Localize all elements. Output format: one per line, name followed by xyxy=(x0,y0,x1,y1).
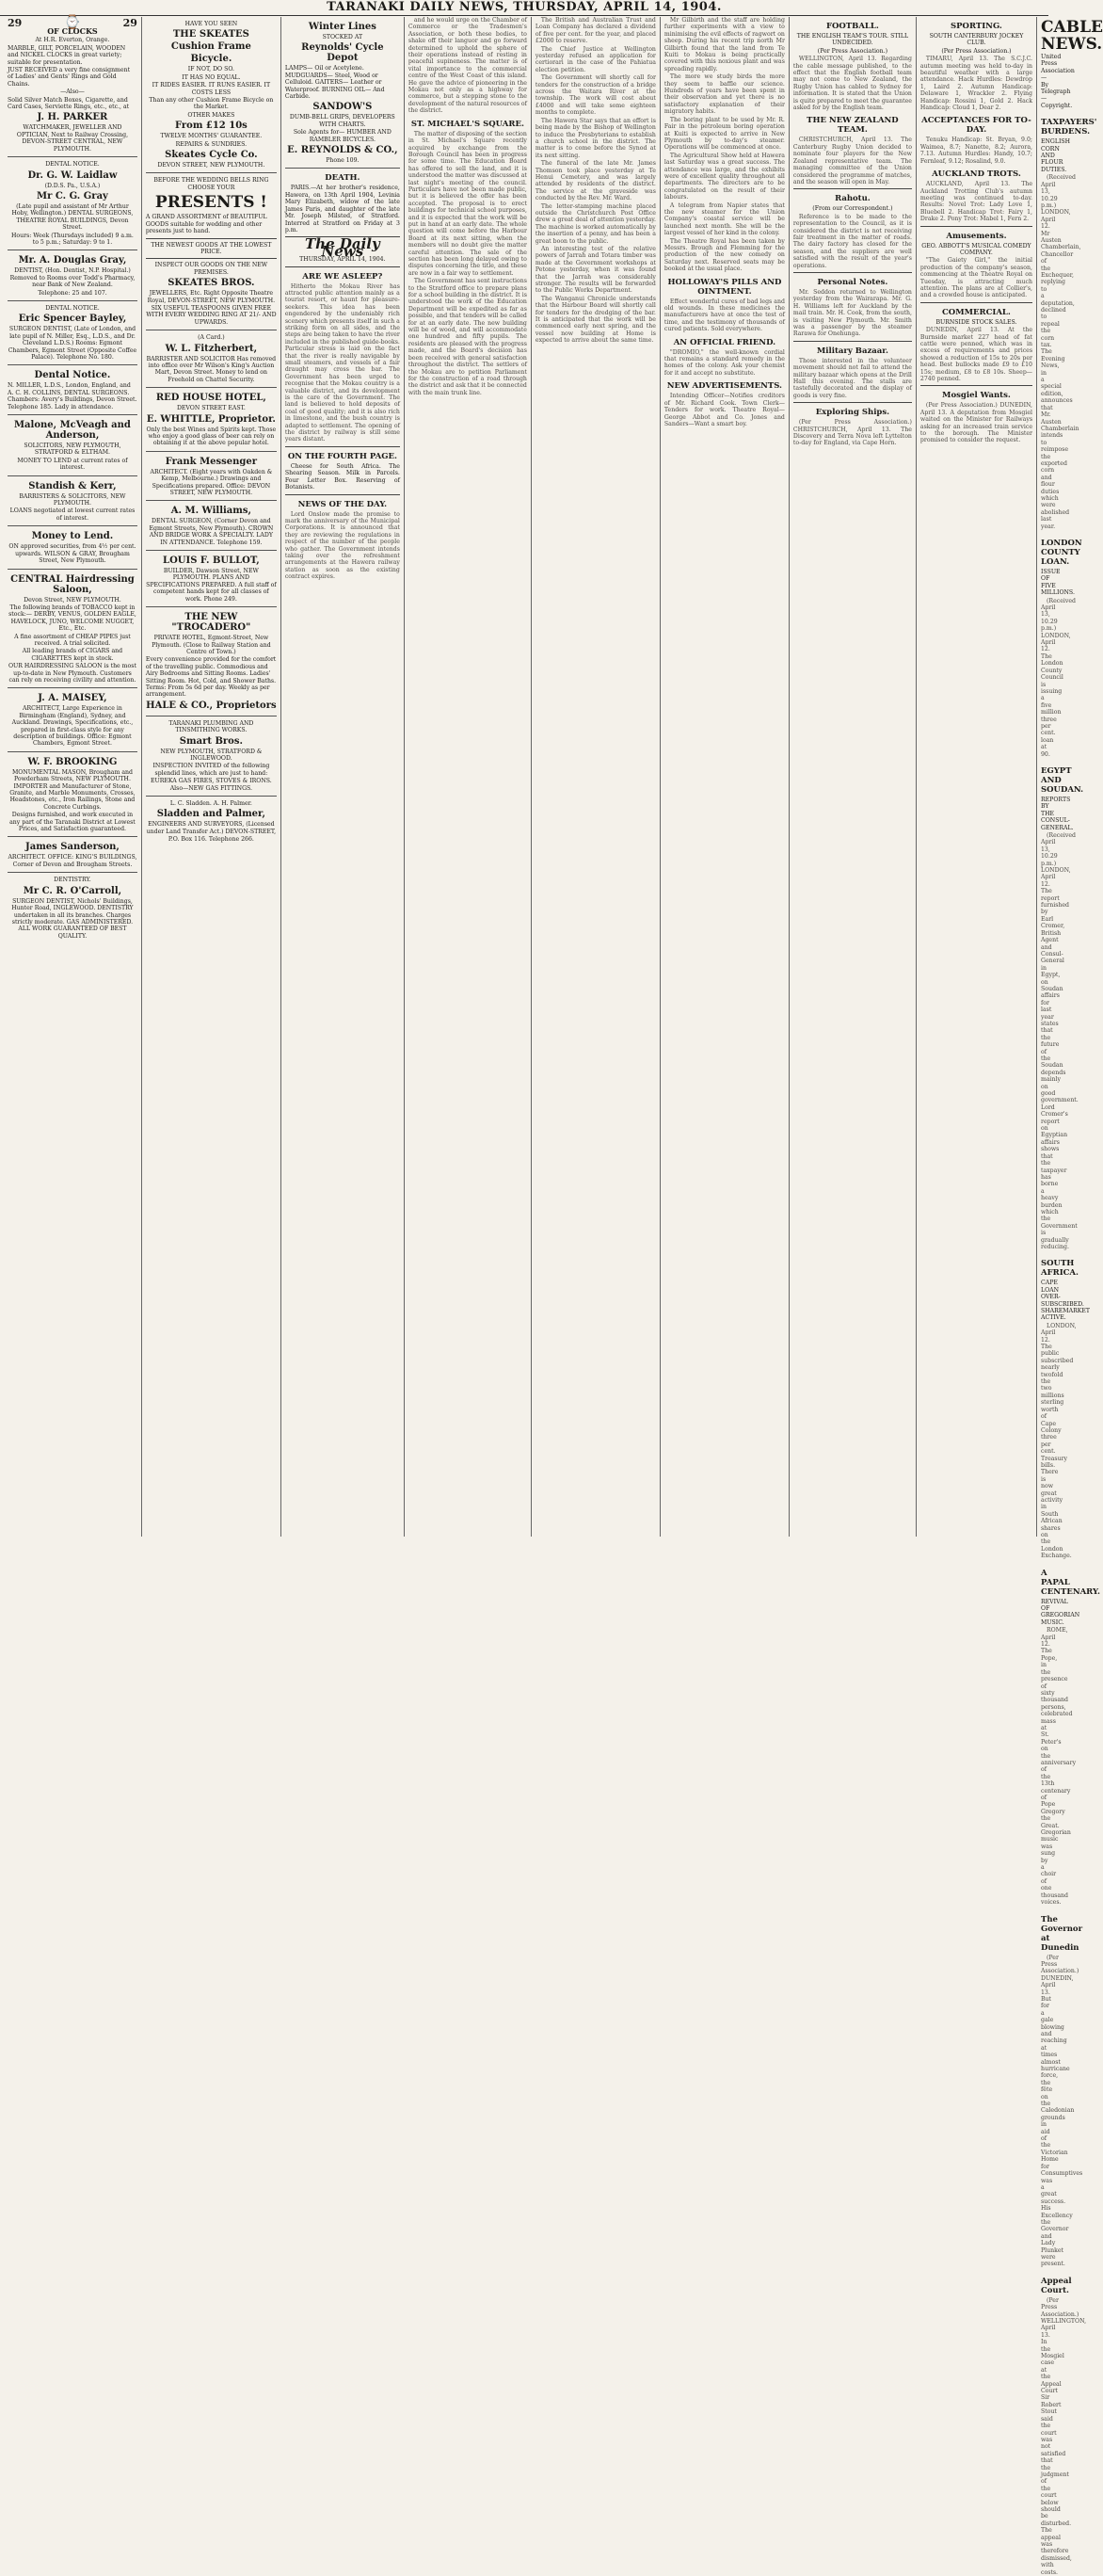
wilson-text: ON approved securities, from 4½ per cent. upwards. WILSON & GRAY, Brougham Street, New Plymouth. xyxy=(8,543,136,565)
rahotu-sub: (From our Correspondent.) xyxy=(812,205,893,213)
square-body: The matter of disposing of the section in St. Michael's Square recently acquired by exchange from the Borough Council has been in progress for some time. The Education Board has offered to sell the land, and it is understood the matter was discussed at last night's meeting of the council. Particulars have not been made public, but it is believed the offer has been accepted. The proposal is to erect buildings for technical school purposes, and it is expected that the work will be put in hand at an early date. The whole question will come before the Harbour Board at its next sitting, when the members will no doubt give the matter careful attention. The sale of the section has been long delayed owing to disputes concerning the title, and these are now in a fair way to settlement. xyxy=(408,130,527,277)
reynolds-co-heading: E. REYNOLDS & CO., xyxy=(287,145,398,156)
saloon-text: OUR HAIRDRESSING SALOON is the most up-to-date in New Plymouth. Customers can rely on receiving civility and attention. xyxy=(8,663,136,684)
skeates-bicycle-ad xyxy=(146,17,277,173)
sporting-heading: SPORTING. xyxy=(951,22,1002,31)
ocarroll-name: Mr C. R. O'Carroll, xyxy=(23,885,122,896)
official-friend-heading: AN OFFICIAL FRIEND. xyxy=(673,337,776,347)
square-heading: ST. MICHAEL'S SQUARE. xyxy=(410,119,524,129)
news-item-8: The Wanganui Chronicle understands that the Harbour Board will shortly call for tenders for the dredging of the bar. It is anticipated that the work will be commenced early next spring, and the vessel now building at Home is expected to arrive about the same time. xyxy=(535,295,656,345)
clock-number-left: 29 xyxy=(8,17,23,29)
sladden-heading: Sladden and Palmer, xyxy=(156,809,266,820)
news-item-1: The British and Australian Trust and Loan Company has declared a dividend of five per cent. for the year, and placed £2000 to reserve. xyxy=(535,17,656,45)
miller-text: N. MILLER, L.D.S., London, England, and A. C. H. COLLINS, DENTAL SURGEONS. Chambers: Avery's Buildings, Devon Street. Telephone 185. Lady in attendance. xyxy=(8,382,137,411)
news-item-7: An interesting test of the relative powers of Jarrah and Totara timber was made at the Government workshops at Petone yesterday, when it was found that the Jarrah was considerably stronger. The results will be forwarded to the Public Works Department. xyxy=(535,246,656,295)
fitzherbert-name: W. L. Fitzherbert, xyxy=(165,343,258,354)
gray-name: Mr C. G. Gray xyxy=(37,190,108,201)
news-item-6: The letter-stamping machine placed outside the Christchurch Post Office drew a great deal of attention yesterday. The machine is worked automatically by the insertion of a penny, and has been a great boon to the public. xyxy=(535,202,656,245)
ocarroll-ad xyxy=(8,873,137,943)
trocadero-sub: PRIVATE HOTEL, Egmont-Street, New Plymouth. (Close to Railway Station and Centre of Town.) xyxy=(152,635,271,655)
sporting-body: TIMARU, April 13. The S.C.J.C. autumn meeting was held to-day in beautiful weather with a large attendance. Hack Hurdles: Dewdrop 1, Laird 2. Autumn Handicap: Delaware 1, Wrackler 2. Flying Handicap: Rossini 1, Gold 2. Hack Handicap: Cloud 1, Dear 2. xyxy=(919,56,1032,112)
trocadero-name: THE NEW "TROCADERO" xyxy=(171,612,251,634)
loans-text: LOANS negotiated at lowest current rates of interest. xyxy=(9,507,136,522)
column-8 xyxy=(917,17,1037,1537)
exploring-ships-body: (Per Press Association.) CHRISTCHURCH, April 13. The Discovery and Terra Nova left Lyttelton to-day for England, via Cape Horn. xyxy=(792,419,912,447)
mosgiel-body: (Per Press Association.) DUNEDIN, April 13. A deputation from Mosgiel waited on the Minister for Railways asking for an increased train service to the borough. The Minister promised to consider the request. xyxy=(919,402,1032,444)
other-makes-text: OTHER MAKES xyxy=(187,111,235,119)
reynolds-ad xyxy=(285,17,400,169)
news-item-13: A telegram from Napier states that the new steamer for the Union Company's coastal service will be launched next month. She will be the largest vessel of her kind in the colony. xyxy=(663,201,785,237)
cycle-co-heading: Skeates Cycle Co. xyxy=(165,150,258,161)
standish-sub: BARRISTERS & SOLICITORS, NEW PLYMOUTH. xyxy=(19,492,126,507)
fourth-page-heading: ON THE FOURTH PAGE. xyxy=(287,451,397,461)
trocadero-body: Every convenience provided for the comfort of the travelling public. Commodious and Airy Bedrooms and Sitting Rooms. Ladies' Sitting Room. Hot, Cold, and Shower Baths. Terms: From 5s 6d per day. Weekly as per arrangement. xyxy=(145,656,277,699)
column-7 xyxy=(790,17,917,1537)
fitzherbert-ad xyxy=(146,330,277,388)
cushion-heading: Cushion Frame xyxy=(170,41,251,53)
article-body-1: and he would urge on the Chamber of Commerce or the Tradesmen's Association, or both these bodies, to shake off their languor and go forward determined to uphold the sphere of their operations instead of resting in peaceful supineness. The matter is of vital importance to the commercial centre of the West Coast of this island. He gave the advice of pioneering in the Mokau not only as a highway for commerce, but a stepping stone to the development of the natural resources of the district. xyxy=(408,17,527,115)
sladden-box: P.O. Box 116. Telephone 266. xyxy=(168,836,254,844)
lamps-text: LAMPS— Oil or Acetylene. MUDGUARDS— Steel, Wood or Celluloid. GAITERS— Leather or Waterproof. BURNING OIL— And Carbide. xyxy=(284,65,385,101)
column-2 xyxy=(142,17,281,1537)
malone-name: Malone, McVeagh and Anderson, xyxy=(13,420,131,442)
nz-team-body: CHRISTCHURCH, April 13. The Canterbury Rugby Union decided to nominate four players for the New Zealand representative team. The managing committee of the Union considered the programme of matches, and the season will open in May. xyxy=(792,137,912,185)
rahotu-body: Reference is to be made to the representation to the Council, as it is considered the district is not receiving fair treatment in the matter of roads. The dairy factory has closed for the season, and the suppliers are well satisfied with the result of the year's operations. xyxy=(792,213,912,269)
dental-notice-heading-2: DENTAL NOTICE. xyxy=(45,304,100,312)
hairdressing-ad xyxy=(8,570,137,689)
dental-notice-heading-3: Dental Notice. xyxy=(34,370,111,381)
equal-text: IT HAS NO EQUAL. xyxy=(182,73,241,81)
marble-text: MARBLE, GILT, PORCELAIN, WOODEN and NICKEL CLOCKS in great variety; suitable for presentation. xyxy=(8,44,126,66)
death-body: PARIS.—At her brother's residence, Hawera, on 13th April 1904, Levinia Mary Elizabeth, widow of the late James Paris, and daughter of the late Mr. Joseph Milsted, of Stratford. Interred at Stratford on Friday at 3 p.m. xyxy=(284,185,400,233)
sladden-sub: ENGINEERS AND SURVEYORS, (Licensed under Land Transfer Act.) DEVON-STREET, xyxy=(146,821,277,835)
also-text: —Also— xyxy=(60,89,85,96)
amusements-sub: GEO. ABBOTT'S MUSICAL COMEDY COMPANY. xyxy=(921,242,1031,256)
dentistry-heading: DENTISTRY. xyxy=(54,877,91,884)
brooking-ad xyxy=(8,752,137,838)
bullot-ad xyxy=(146,551,277,607)
news-item-11: The boring plant to be used by Mr. R. Fair in the petroleum boring operation at Kuiti is expected to arrive in New Plymouth by to-day's steamer. Operations will be commenced at once. xyxy=(663,116,785,152)
smart-bros-heading: Smart Bros. xyxy=(179,735,243,747)
acceptances-heading: ACCEPTANCES FOR TO-DAY. xyxy=(921,116,1031,136)
reynolds-depot-heading: Reynolds' Cycle Depot xyxy=(301,42,384,64)
spoons-text: SIX USEFUL TEASPOONS GIVEN FREE WITH EVERY WEDDING RING AT 21/- AND UPWARDS. xyxy=(146,304,277,326)
douglas-gray-ad xyxy=(8,250,137,301)
inspection-text: INSPECTION INVITED of the following splendid lines, which are just to hand: xyxy=(152,763,270,777)
exploring-ships-heading: Exploring Ships. xyxy=(815,408,890,418)
grand-text: A GRAND ASSORTMENT of BEAUTIFUL GOODS suitable for wedding and other presents just to hand. xyxy=(145,214,267,235)
williams-ad xyxy=(146,501,277,551)
clock-sub: At H.R. Everton, Orange. xyxy=(35,37,110,44)
skeates-heading: THE SKEATES xyxy=(172,29,249,40)
standish-name: Standish & Kerr, xyxy=(28,480,117,491)
personal-notes-body: Mr. Seddon returned to Wellington yesterday from the Wairarapa. Mr. G. H. Williams left for Auckland by the mail train. Mr. H. Cook, from the south, is visiting New Plymouth. Mr. Smith was a passenger by the steamer Rarawa for Onehunga. xyxy=(792,288,912,338)
daily-news-title: The Daily News xyxy=(305,235,380,260)
sporting-sub: SOUTH CANTERBURY JOCKEY CLUB. xyxy=(929,33,1024,47)
designs-text: Designs furnished, and work executed in any part of the Taranaki District at Lowest Prices, and Satisfaction guaranteed. xyxy=(9,812,136,833)
masthead: TARANAKI DAILY NEWS, THURSDAY, APRIL 14, 1904. xyxy=(0,0,1048,16)
messenger-name: Frank Messenger xyxy=(165,456,258,467)
acceptances-body: Tenuku Handicap: St. Bryan, 9.0; Waimea, 8.7; Nanette, 8.2; Aurora, 7.13. Autumn Hurdles: Handy, 10.7; Fernleaf, 9.12; Rosalind, 9.0. xyxy=(919,137,1032,165)
news-item-3: The Government will shortly call for tenders for the construction of a bridge across the Waitara River at the township. The work will cost about £4000 and will take some eighteen months to complete. xyxy=(535,74,656,117)
bullot-name: LOUIS F. BULLOT, xyxy=(163,555,260,567)
if-not-text: IF NOT, DO SO. xyxy=(187,66,235,73)
personal-notes-heading: Personal Notes. xyxy=(817,277,888,287)
williams-sub: DENTAL SURGEON, (Corner Devon and Egmont Streets, New Plymouth). CROWN AND BRIDGE WORK A SPECIALTY. LADY IN ATTENDANCE. Telephone 159. xyxy=(149,518,274,546)
news-item-10: The more we study birds the more they seem to baffle our science. Hundreds of years have been spent in their observation and yet there is no satisfactory explanation of their migratory habits. xyxy=(663,73,785,116)
wedding-text: BEFORE THE WEDDING BELLS RING CHOOSE YOUR xyxy=(153,177,269,191)
presents-heading: PRESENTS ! xyxy=(154,193,267,213)
rahotu-heading: Rahotu. xyxy=(835,194,871,204)
column-9: CABLE NEWS. United Press Association—By Telegraph—Copyright. TAXPAYERS' BURDENS. ENGLISH CORN AND FLOUR DUTIES. (Received April 13, 10.29 p.m.) LONDON, April 12. Mr Austen Chamberlain, Chancellor of the Exchequer, replying to a deputation, declined to repeal the corn tax. The Evening News, in a special edition, announces that Mr. Austen Chamberlain intends to reimpose the exported corn and flour duties which were abolished last year. LONDON COUNTY LOAN. ISSUE OF FIVE MILLIONS. (Received April 13, 10.29 p.m.) LONDON, April 12. The London County Council is issuing a five million three per cent. loan at 90. EGYPT AND SOUDAN. REPORTS BY THE CONSUL-GENERAL. (Received April 13, 10.29 p.m.) LONDON, April 12. The report furnished by Earl Cromer, British Agent and Consul-General in Egypt, on Soudan affairs for last year states that the future of the Soudan depends mainly on good government. Lord Cromer's report on Egyptian affairs shows that the taxpayer has borne a heavy burden which the Government is gradually reducing. SOUTH AFRICA. CAPE LOAN OVER-SUBSCRIBED. SHAREMARKET ACTIVE. LONDON, April 12. The public subscribed nearly twofold the two millions sterling worth of Cape Colony three per cent. Treasury bills. There is now great activity in South African shares on the London Exchange. A PAPAL CENTENARY. REVIVAL OF GREGORIAN MUSIC. ROME, April 12. The Pope, in the presence of sixty thousand persons, celebrated mass at St. Peter's on the anniversary of the 13th centenary of Pope Gregory the Great. Gregorian music was sung by a choir of one thousand voices. The Governor at Dunedin (Per Press Association.) DUNEDIN, April 13. But for a gale blowing and reaching at times almost hurricane force, the fête on the Caledonian grounds in aid of the Victorian Home for Consumptives was a great success. His Excellency the Governor and Lady Plunket were present. Appeal Court. (Per Press Association.) WELLINGTON, April 13. In the Mosgiel case at the Appeal Court Sir Robert Stout said the court was not satisfied that the judgment of the court below should be disturbed. The appeal was therefore dismissed, with costs. xyxy=(1041,18,1103,2576)
presents-ad xyxy=(146,173,277,330)
bayley-name: Eric Spencer Bayley, xyxy=(18,314,127,325)
column-6 xyxy=(661,17,790,1537)
football-body: WELLINGTON, April 13. Regarding the cable message published, to the effect that the English football team may not come to New Zealand, the Rugby Union has cabled to Sydney for information. It is stated that the Union is quite prepared to meet the guarantee asked for by the English team. xyxy=(792,56,912,112)
whittle-heading: E. WHITTLE, Proprietor. xyxy=(146,413,276,425)
red-house-address: DEVON STREET EAST. xyxy=(176,405,246,412)
eureka-text: EUREKA GAS FIRES, STOVES & IRONS. Also—NEW GAS FITTINGS. xyxy=(151,778,272,792)
commercial-heading: COMMERCIAL. xyxy=(942,307,1011,317)
sladden-names: L. C. Sladden. A. H. Palmer. xyxy=(169,800,252,807)
standish-ad xyxy=(8,476,137,527)
holloway-body: Effect wonderful cures of bad legs and old wounds. In these medicines the manufacturers have at once the test of time, and the testimony of thousands of cured patients. Sold everywhere. xyxy=(663,298,785,333)
douglas-telephone: Telephone: 25 and 107. xyxy=(38,289,107,297)
hours-text: Hours: Week (Thursdays included) 9 a.m. to 5 p.m.; Saturday: 9 to 1. xyxy=(11,232,134,246)
ocarroll-sub: SURGEON DENTIST, Nichols' Buildings, Hunter Road, INGLEWOOD. DENTISTRY undertaken in all its branches. Charges strictly moderate. GAS ADMINISTERED. ALL WORK GUARANTEED OF BEST QUALITY. xyxy=(11,897,134,940)
new-ads-body: Intending Officer—Notifies creditors of Mr. Richard Cook. Town Clerk—Tenders for work. Theatre Royal—George Abbot and Co. Jones and Sanders—Want a smart boy. xyxy=(663,393,785,427)
news-item-2: The Chief Justice at Wellington yesterday refused an application for certiorari in the case of the Pahiatua election petition. xyxy=(535,45,656,73)
smart-bros-sub: NEW PLYMOUTH, STRATFORD & INGLEWOOD. xyxy=(160,748,263,762)
sandow-heading: SANDOW'S xyxy=(312,102,373,113)
sanderson-name: James Sanderson, xyxy=(25,842,120,853)
cycle-co-address: DEVON STREET, NEW PLYMOUTH. xyxy=(157,162,265,169)
sladden-ad xyxy=(146,797,277,847)
malone-sub: SOLICITORS, NEW PLYMOUTH, STRATFORD & ELTHAM. xyxy=(24,443,121,457)
column-1 xyxy=(4,17,142,1537)
military-bazaar-heading: Military Bazaar. xyxy=(816,346,888,356)
daily-news-date: THURSDAY, APRIL 14, 1904. xyxy=(299,256,386,264)
central-sub: Devon Street, NEW PLYMOUTH. xyxy=(24,596,121,604)
amusements-body: "The Gaiety Girl," the initial production of the company's season, commencing at the Theatre Royal on Tuesday, is attracting much attention. The plans are at Collier's, and a crowded house is anticipated. xyxy=(919,257,1032,299)
inspect-text: INSPECT OUR GOODS ON THE NEW PREMISES. xyxy=(154,262,268,276)
auckland-trots-body: AUCKLAND, April 13. The Auckland Trotting Club's autumn meeting was continued to-day. Results: Novel Trot: Lady Love 1, Bluebell 2. Handicap Trot: Fairy 1, Drake 2. Pony Trot: Mabel 1, Fern 2. xyxy=(919,181,1032,223)
bayley-sub: SURGEON DENTIST, (Late of London, and late pupil of N. Miller, Esq., L.D.S., and Dr. Cleveland L.D.S.) Rooms: Egmont Chambers, Egmont Street (Opposite Coffee Palace). Telephone No. 180. xyxy=(8,326,137,361)
clock-ad xyxy=(8,17,137,157)
maisey-sub: ARCHITECT, Large Experience in Birmingham (England), Sydney, and Auckland. Drawings, Specifications, etc., prepared in first-class style for any description of buildings. Office: Egmont Chambers, Egmont Street. xyxy=(11,705,134,748)
central-heading: CENTRAL Hairdressing Saloon, xyxy=(10,573,135,595)
official-friend-body: "DROMIO," the well-known cordial that remains a standard remedy in the homes of the colony. Ask your chemist for it and accept no substitute. xyxy=(663,348,785,377)
mosgiel-heading: Mosgiel Wants. xyxy=(942,391,1011,401)
maisey-name: J. A. MAISEY, xyxy=(38,693,107,704)
parker-sub: WATCHMAKER, JEWELLER AND OPTICIAN, Next to Railway Crossing, DEVON-STREET CENTRAL, NEW PLYMOUTH. xyxy=(16,124,129,153)
silver-text: Solid Silver Match Boxes, Cigarette, and Card Cases, Serviette Rings, etc., etc., at xyxy=(8,96,130,111)
sandow-sub: DUMB-BELL GRIPS, DEVELOPERS WITH CHARTS. xyxy=(289,114,395,128)
newest-text: THE NEWEST GOODS AT THE LOWEST PRICE. xyxy=(151,241,272,255)
miller-ad xyxy=(8,365,137,415)
maisey-ad xyxy=(8,688,137,751)
asleep-body: Hitherto the Mokau River has attracted public attention mainly as a tourist resort, or haunt for pleasure-seekers. This idea has been engendered by the undeniably rich scenery which presents itself in such a striking form on all sides, and the steps are being taken to have the river included in the published guide-books. Particular stress is laid on the fact that the river is really navigable by small steamers, and vessels of a fair draught may cross the bar. The Government has been urged to recognise that the Mokau country is a valuable district, and its development is the care of the Government. The land is believed to hold deposits of coal of good quality; and it is also rich in limestone, and the bush country is adapted to settlement. The opening of the district by railway is still some years distant. xyxy=(284,282,400,443)
brooking-name: W. F. BROOKING xyxy=(27,756,118,767)
commercial-body: DUNEDIN, April 13. At the Burnside market 227 head of fat cattle were penned, which was in excess of requirements and prices showed a reduction of 15s to 20s per head. Best bullocks made £9 to £10 15s; medium, £8 to £8 10s. Sheep—2740 penned. xyxy=(919,327,1032,383)
news-item-4: The Hawera Star says that an effort is being made by the Bishop of Wellington to induce the Presbyterians to establish a church school in the district. The matter is to come before the Synod at its next sitting. xyxy=(535,117,656,159)
article-body-2: The Government has sent instructions to the Stratford office to prepare plans for a school building in the district. It is understood the work of the Education Department will be expedited as far as possible, and that tenders will be called for at an early date. The new building will be of wood, and will accommodate one hundred and fifty pupils. The residents are pleased with the progress made, and the Board's decision has been received with general satisfaction throughout the district. The settlers of the Mokau are to petition Parliament for the construction of a road through the district and ask that it be connected with the main trunk line. xyxy=(408,278,527,396)
sole-agents-text: Sole Agents for— HUMBER AND RAMBLER BICYCLES. xyxy=(293,129,392,143)
sanderson-ad xyxy=(8,837,137,873)
news-item-14: The Theatre Royal has been taken by Messrs. Brough and Flemming for the production of the new comedy on Saturday next. Reserved seats may be booked at the usual place. xyxy=(663,237,785,273)
columns xyxy=(4,15,1103,2576)
nz-team-heading: THE NEW ZEALAND TEAM. xyxy=(807,116,899,136)
money-lend-text: MONEY TO LEND at current rates of interest. xyxy=(17,457,128,472)
guarantee-text: TWELVE MONTHS' GUARANTEE. xyxy=(160,133,263,140)
clock-caption: OF CLOCKS xyxy=(47,26,98,37)
news-of-day-body: Lord Onslow made the promise to mark the anniversary of the Municipal Corporations. It is announced that they are reviewing the regulations in respect of the number of the people who gather. The Government intends taking over the refreshment arrangements at the Hawera railway station as soon as the existing contract expires. xyxy=(284,510,400,581)
commercial-sub: BURNSIDE STOCK SALES. xyxy=(935,318,1017,326)
parker-name: J. H. PARKER xyxy=(37,112,108,123)
messenger-sub: ARCHITECT. (Eight years with Oakden & Kemp, Melbourne.) Drawings and Specifications prepared. Office: DEVON STREET, NEW PLYMOUTH. xyxy=(150,468,273,497)
pipes-text: A fine assortment of CHEAP PIPES just received. A trial solicited. xyxy=(14,633,131,647)
sanderson-sub: ARCHITECT. OFFICE: KING'S BUILDINGS, Corner of Devon and Brougham Streets. xyxy=(8,854,137,868)
received-text: JUST RECEIVED a very fine consignment of Ladies' and Gents' Rings and Gold Chains. xyxy=(8,67,131,88)
press-association-1: (Per Press Association.) xyxy=(817,47,888,55)
gray-sub: (Late pupil and assistant of Mr Arthur Hoby, Wellington.) DENTAL SURGEONS, THEATRE ROYAL BUILDINGS, Devon Street. xyxy=(11,202,134,232)
plumbing-text: TARANAKI PLUMBING AND TINSMITHING WORKS. xyxy=(168,719,254,734)
rides-text: IT RIDES EASIER. IT RUNS EASIER. IT COSTS LESS xyxy=(152,82,271,96)
news-item-5: The funeral of the late Mr. James Thomson took place yesterday at Te Henui Cemetery, and was largely attended by residents of the district. The service at the graveside was conducted by the Rev. Mr. Ward. xyxy=(535,160,656,202)
trocadero-ad xyxy=(146,607,277,716)
douglas-sub: DENTIST, (Hon. Dentist, N.P. Hospital.) Removed to Rooms over Todd's Pharmacy, near Bank of New Zealand. xyxy=(9,267,136,289)
price-heading: From £12 10s xyxy=(174,121,248,132)
bullot-sub: BUILDER, Dawson Street, NEW PLYMOUTH. PLANS AND SPECIFICATIONS PREPARED. A full staff of competent hands kept for all classes of work. Phone 249. xyxy=(146,568,277,603)
winter-heading: Winter Lines xyxy=(308,22,376,32)
smart-bros-ad xyxy=(146,716,277,797)
auckland-trots-heading: AUCKLAND TROTS. xyxy=(932,169,1021,180)
column-4 xyxy=(405,17,532,1537)
reynolds-phone: Phone 109. xyxy=(326,157,360,165)
seen-text: HAVE YOU SEEN xyxy=(184,21,238,27)
messenger-ad xyxy=(146,452,277,502)
football-heading: FOOTBALL. xyxy=(825,22,879,31)
dental-ad-1 xyxy=(8,157,137,250)
news-item-9: Mr Gilbirth and the staff are holding further experiments with a view to minimising the evil effects of ragwort on sheep. During his recent trip north Mr Gilbirth found that the land from Te Kuiti to Mokau is being practically covered with this noxious plant and was spreading rapidly. xyxy=(663,17,785,72)
new-ads-heading: NEW ADVERTISEMENTS. xyxy=(666,381,783,392)
repairs-text: REPAIRS & SUNDRIES. xyxy=(175,140,248,148)
column-3 xyxy=(281,17,405,1537)
news-item-12: The Agricultural Show held at Hawera last Saturday was a great success. The attendance was large, and the exhibits were of excellent quality throughout all departments. The directors are to be congratulated on the result of their labours. xyxy=(663,152,785,201)
than-text: Than any other Cushion Frame Bicycle on the Market. xyxy=(149,97,274,111)
douglas-name: Mr. A. Douglas Gray, xyxy=(18,255,127,266)
malone-ad xyxy=(8,415,137,476)
money-lend-heading: Money to Lend. xyxy=(31,531,114,542)
cigars-text: All leading brands of CIGARS and CIGARETTES kept in stock. xyxy=(22,648,123,662)
williams-name: A. M. Williams, xyxy=(170,506,251,517)
holloway-heading: HOLLOWAY'S PILLS AND OINTMENT. xyxy=(667,277,782,297)
asleep-heading: ARE WE ASLEEP? xyxy=(302,271,383,282)
military-bazaar-body: Those interested in the volunteer movement should not fail to attend the military bazaar which opens at the Drill Hall this evening. The stalls are tastefully decorated and the display of goods is very fine. xyxy=(792,357,912,399)
money-lend-ad xyxy=(8,526,137,569)
hale-heading: HALE & CO., Proprietors xyxy=(146,700,277,711)
tobacco-text: The following brands of TOBACCO kept in stock:— DERBY, VENUS, GOLDEN EAGLE, HAVELOCK, JUNO, WELCOME NUGGET, Etc., Etc. xyxy=(8,604,136,633)
laidlaw-sub: (D.D.S. Pa., U.S.A.) xyxy=(44,182,101,189)
laidlaw-name: Dr. G. W. Laidlaw xyxy=(27,169,118,181)
death-heading: DEATH. xyxy=(325,173,360,184)
bayley-ad xyxy=(8,301,137,365)
football-sub: THE ENGLISH TEAM'S TOUR. STILL UNDECIDED. xyxy=(796,33,909,47)
fitzherbert-sub: BARRISTER AND SOLICITOR Has removed into office over Mr Wilson's King's Auction Mart, Devon Street. Money to lend on Freehold on Chattel Security. xyxy=(146,355,277,383)
bicycle-heading: Bicycle. xyxy=(190,54,232,65)
whittle-sub: Only the best Wines and Spirits kept. Those who enjoy a good glass of beer can rely on obtaining it at the above popular hotel. xyxy=(146,426,277,447)
press-association-2: (Per Press Association.) xyxy=(941,47,1012,55)
stocked-text: STOCKED AT xyxy=(322,34,363,40)
red-house-ad xyxy=(146,388,277,452)
dental-notice-heading: DENTAL NOTICE. xyxy=(45,161,100,169)
skeates-bros-sub: JEWELLERS, Etc. Right Opposite Theatre Royal, DEVON-STREET, NEW PLYMOUTH. xyxy=(147,290,276,304)
column-5 xyxy=(532,17,661,1537)
amusements-heading: Amusements. xyxy=(946,231,1007,241)
red-house-heading: RED HOUSE HOTEL, xyxy=(155,393,266,404)
skeates-bros-heading: SKEATES BROS. xyxy=(168,278,255,289)
clock-number-right: 29 xyxy=(122,17,137,29)
news-of-day-heading: NEWS OF THE DAY. xyxy=(297,499,388,509)
fourth-page-body: Cheese for South Africa. The Shearing Season. Milk in Parcels. Four Letter Box. Reserving of Botanists. xyxy=(284,462,400,491)
clock-icon: ⌚ xyxy=(64,15,81,30)
brooking-sub: MONUMENTAL MASON, Brougham and Powderham Streets, NEW PLYMOUTH. IMPORTER and Manufacturer of Stone, Granite, and Marble Monuments, Crosses, Headstones, etc., Iron Railings, Stone and Concrete Curbings. xyxy=(9,768,136,811)
card-text: (A Card.) xyxy=(198,334,225,342)
